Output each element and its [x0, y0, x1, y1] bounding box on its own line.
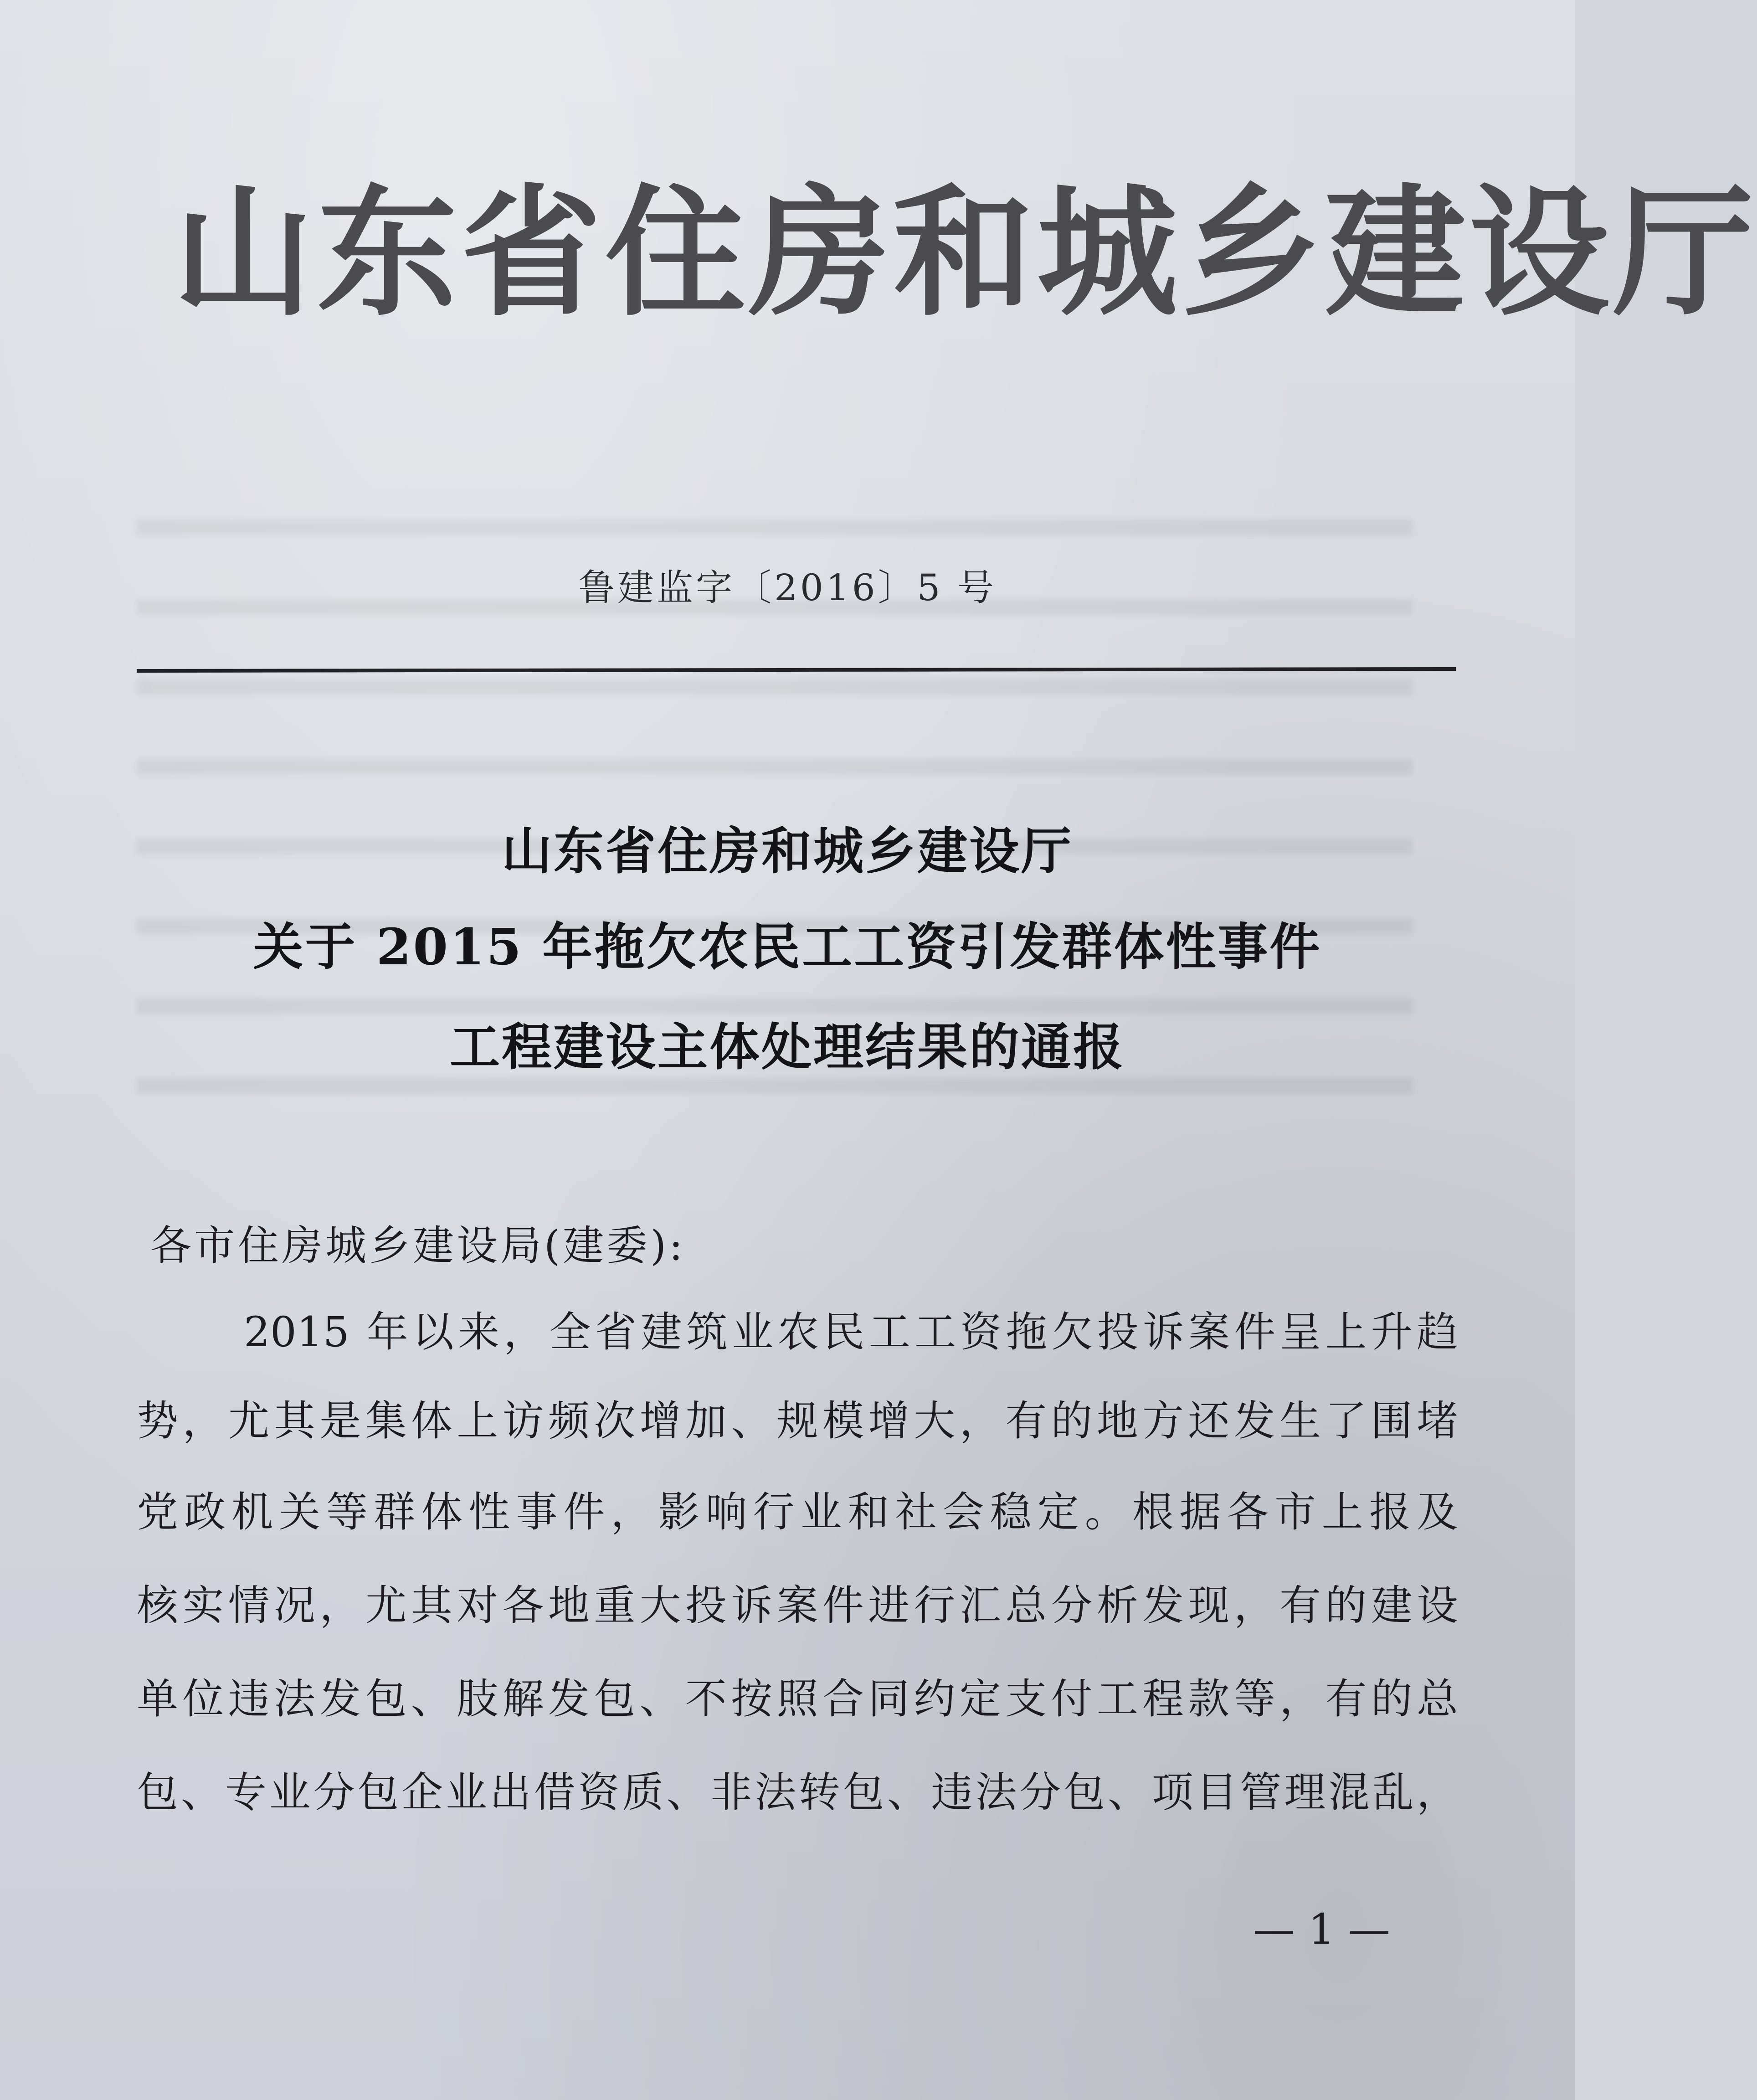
- notice-title-line-3: 工程建设主体处理结果的通报: [450, 1018, 1125, 1076]
- body-text-line: 势，尤其是集体上访频次增加、规模增大，有的地方还发生了围堵: [137, 1397, 1458, 1445]
- body-text-line: 2015 年以来，全省建筑业农民工工资拖欠投诉案件呈上升趋: [244, 1308, 1458, 1356]
- letterhead-title: 山东省住房和城乡建设厅: [173, 170, 1757, 335]
- body-text-line: 单位违法发包、肢解发包、不按照合同约定支付工程款等，有的总: [137, 1675, 1458, 1723]
- body-text-line: 党政机关等群体性事件，影响行业和社会稳定。根据各市上报及: [137, 1488, 1458, 1536]
- document-number: 鲁建监字〔2016〕5 号: [578, 566, 997, 609]
- salutation: 各市住房城乡建设局(建委):: [150, 1222, 686, 1270]
- body-text-line: 包、专业分包企业出借资质、非法转包、违法分包、项目管理混乱，: [137, 1769, 1458, 1817]
- notice-title-line-2: 关于 2015 年拖欠农民工工资引发群体性事件: [253, 917, 1322, 976]
- notice-title-line-1: 山东省住房和城乡建设厅: [502, 822, 1073, 880]
- page-number: — 1 —: [1253, 1905, 1391, 1954]
- body-text-line: 核实情况，尤其对各地重大投诉案件进行汇总分析发现，有的建设: [137, 1582, 1458, 1630]
